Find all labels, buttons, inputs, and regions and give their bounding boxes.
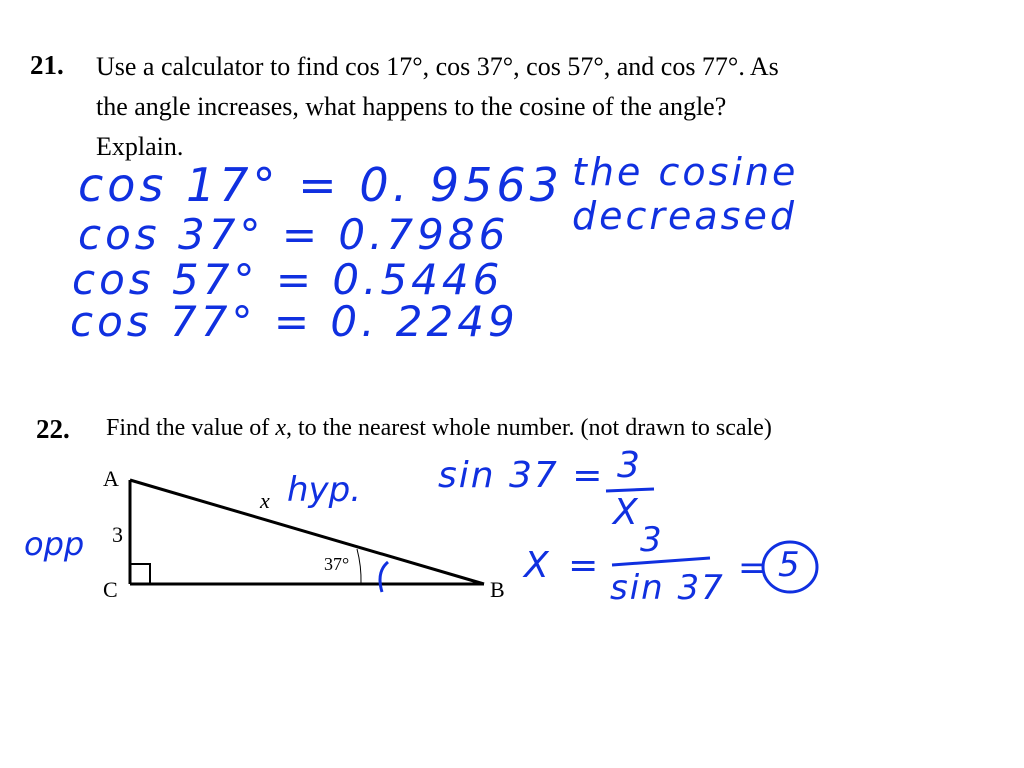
handwriting-cos77: cos 77° = 0. 2249 — [70, 297, 519, 346]
problem-21-line-3: Explain. — [96, 132, 184, 161]
handwriting-equals: = — [738, 548, 767, 588]
handwriting-cos37: cos 37° = 0.7986 — [78, 210, 510, 259]
right-angle-marker — [130, 564, 150, 584]
problem-22-variable: x — [275, 415, 286, 441]
side-ac-label: 3 — [112, 522, 123, 547]
handwriting-sin-eq-left: sin 37 = — [438, 455, 605, 496]
handwriting-result: 5 — [778, 545, 800, 585]
handwriting-x-eq-denominator: sin 37 — [610, 568, 725, 608]
problem-22-number: 22. — [36, 414, 70, 444]
handwriting-opp: opp — [24, 525, 85, 563]
handwriting-x-eq-left: X = — [524, 545, 603, 586]
vertex-a-label: A — [103, 466, 119, 491]
handwritten-angle-mark — [380, 562, 388, 592]
handwriting-sin-eq-numerator: 3 — [617, 445, 640, 486]
handwriting-cos17: cos 17° = 0. 9563 — [78, 158, 563, 212]
problem-22-text-after: , to the nearest whole number. (not drawn to scale) — [285, 415, 772, 441]
angle-b-label: 37° — [324, 554, 350, 574]
problem-21-line-2: the angle increases, what happens to the cosine of the angle? — [96, 92, 727, 121]
hypotenuse-label: x — [260, 488, 270, 513]
angle-b-arc — [357, 549, 361, 584]
fraction-bar-eq1 — [606, 489, 654, 491]
handwriting-x-eq-numerator: 3 — [640, 520, 662, 560]
vertex-c-label: C — [103, 577, 118, 602]
handwriting-hyp: hyp. — [287, 470, 362, 510]
handwriting-cos57: cos 57° = 0.5446 — [72, 255, 504, 304]
handwriting-sin-eq-denominator: X — [613, 492, 638, 533]
handwriting-answer-21: the cosine decreased — [572, 150, 799, 238]
problem-22-text-before: Find the value of — [106, 415, 276, 441]
problem-21-number: 21. — [30, 50, 64, 80]
problem-21-line-1: Use a calculator to find cos 17°, cos 37°, cos 57°, and cos 77°. As — [96, 52, 779, 81]
vertex-b-label: B — [490, 577, 505, 602]
